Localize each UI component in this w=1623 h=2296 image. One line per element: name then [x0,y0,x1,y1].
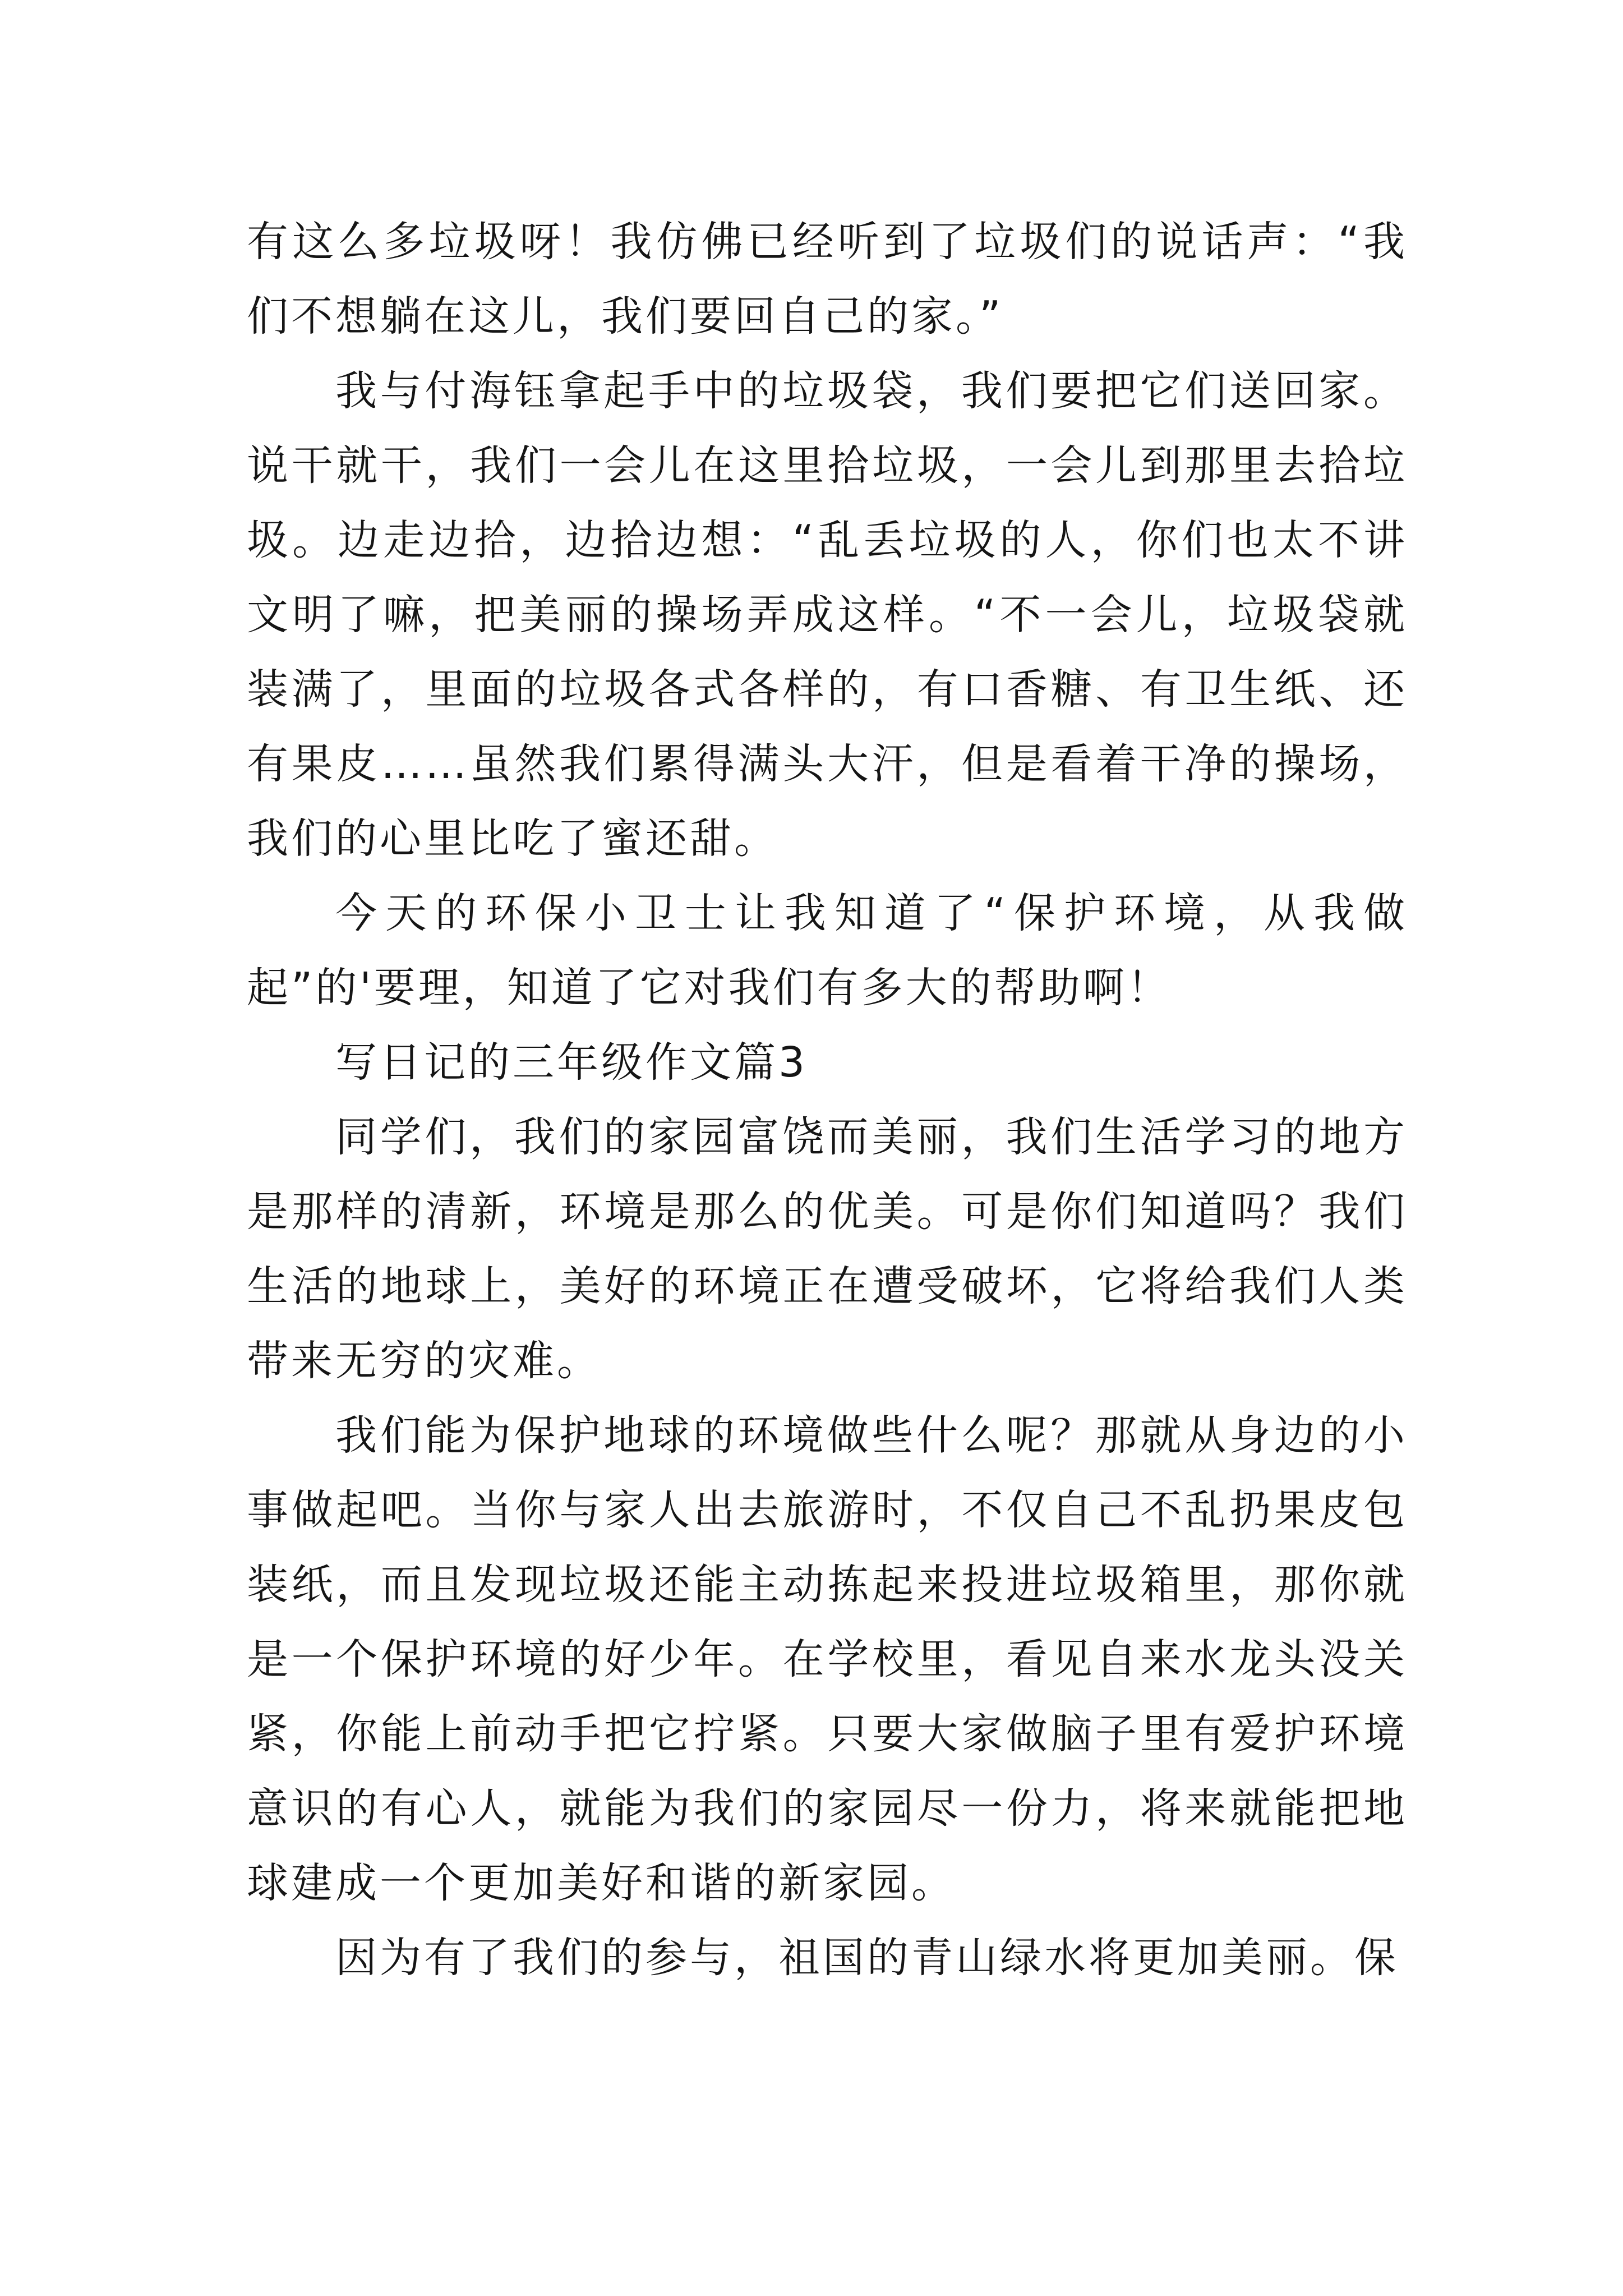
paragraph: 因为有了我们的参与，祖国的青山绿水将更加美丽。保 [335,1934,1399,1982]
paragraph: 我与付海钰拿起手中的垃圾袋，我们要把它们送回家。说干就干，我们一会儿在这里拾垃圾，一会儿到那里去拾垃圾。边走边拾，边拾边想：“乱丢垃圾的人，你们也太不讲文明了嘛，把美丽的操场弄成这样。“不一会儿，垃圾袋就装满了，里面的垃圾各式各样的，有口香糖、有卫生纸、还有果皮……虽然我们累得满头大汗，但是看着干净的操场，我们的心里比吃了蜜还甜。 [247,367,1408,863]
section-heading: 写日记的三年级作文篇3 [335,1038,808,1087]
paragraph: 今天的环保小卫士让我知道了“保护环境，从我做起”的'要理，知道了它对我们有多大的帮助啊！ [247,889,1408,1012]
paragraph: 同学们，我们的家园富饶而美丽，我们生活学习的地方是那样的清新，环境是那么的优美。可是你们知道吗？我们生活的地球上，美好的环境正在遭受破坏，它将给我们人类带来无穷的灾难。 [247,1113,1408,1385]
paragraph: 我们能为保护地球的环境做些什么呢？那就从身边的小事做起吧。当你与家人出去旅游时，不仅自己不乱扔果皮包装纸，而且发现垃圾还能主动拣起来投进垃圾箱里，那你就是一个保护环境的好少年。在学校里，看见自来水龙头没关紧，你能上前动手把它拧紧。只要大家做脑子里有爱护环境意识的有心人，就能为我们的家园尽一份力，将来就能把地球建成一个更加美好和谐的新家园。 [247,1411,1408,1907]
essay-text [247,205,1408,1995]
paragraph: 有这么多垃圾呀！我仿佛已经听到了垃圾们的说话声：“我们不想躺在这儿，我们要回自己的家。” [247,218,1408,341]
